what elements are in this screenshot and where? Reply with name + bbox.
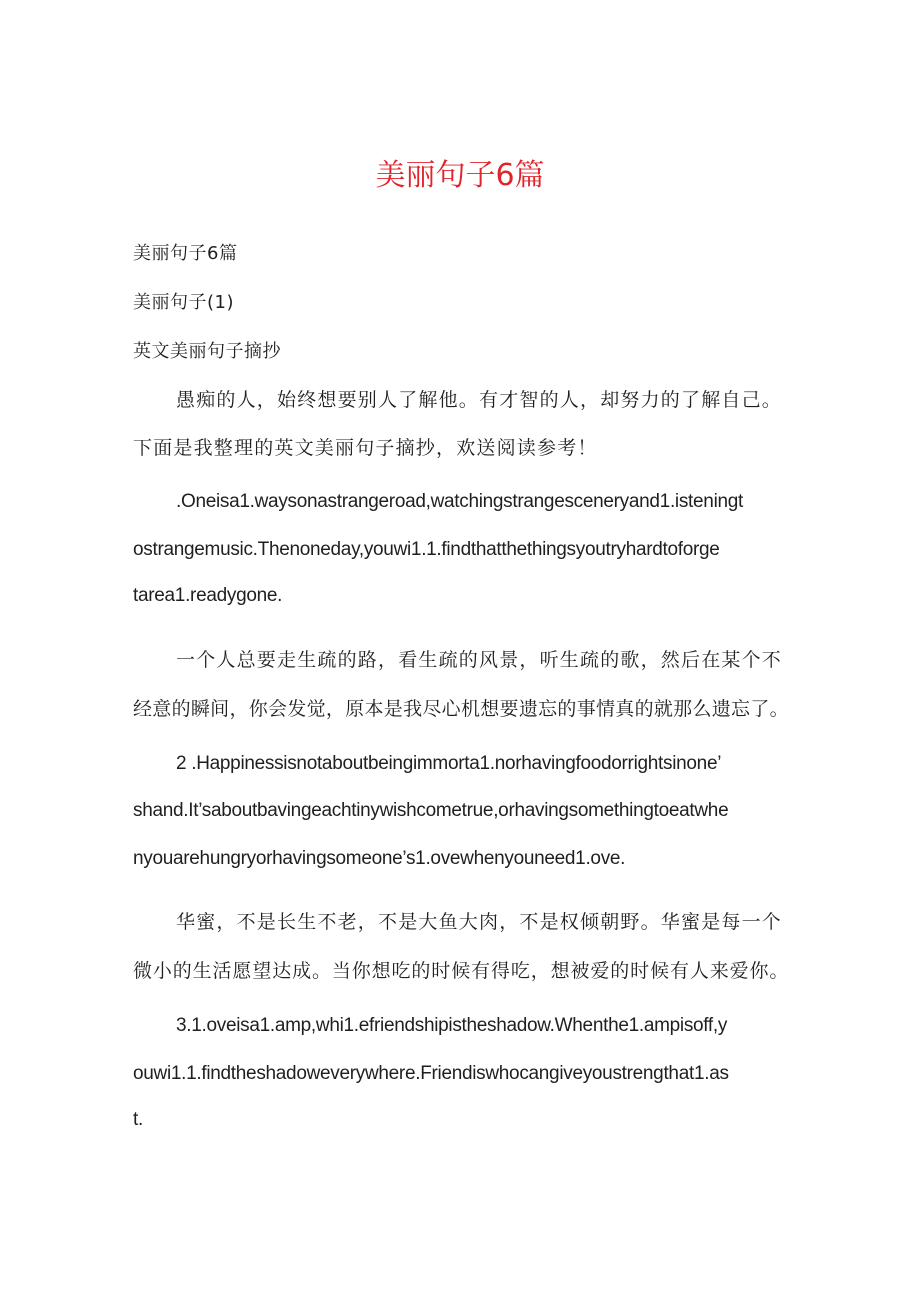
quote1-cn-line-1: 一个人总要走生疏的路，看生疏的风景，听生疏的歌，然后在某个不 (176, 649, 783, 671)
quote3-en-line-3: t. (133, 1109, 143, 1130)
quote2-en-line-3: nyouarehungryorhavingsomeone’s1.ovewhenyouneed1.ove. (133, 848, 626, 869)
quote1-cn-line-2: 经意的瞬间，你会发觉，原本是我尽心机想要遗忘的事情真的就那么遗忘了。 (133, 698, 789, 720)
quote2-en-line-2: shand.It’saboutbavingeachtinywishcometrue,orhavingsomethingtoeatwhe (133, 800, 729, 821)
quote2-cn-line-1: 华蜜，不是长生不老，不是大鱼大肉，不是权倾朝野。华蜜是每一个 (176, 911, 783, 933)
intro-line-2: 下面是我整理的英文美丽句子摘抄，欢送阅读参考！ (133, 437, 598, 459)
subtitle: 美丽句子6篇 (133, 243, 238, 264)
quote2-cn-line-2: 微小的生活愿望达成。当你想吃的时候有得吃，想被爱的时候有人来爱你。 (133, 960, 790, 982)
quote2-en-line-1: 2 .Happinessisnotaboutbeingimmorta1.norhavingfoodorrightsinone’ (176, 753, 722, 774)
quote1-en-line-1: .Oneisa1.waysonastrangeroad,watchingstrangesceneryand1.isteningt (176, 491, 743, 512)
topic-heading: 英文美丽句子摘抄 (133, 341, 281, 362)
quote3-en-line-2: ouwi1.1.findtheshadoweverywhere.Friendiswhocangiveyoustrengthat1.as (133, 1063, 729, 1084)
quote1-en-line-2: ostrangemusic.Thenoneday,youwi1.1.findthatthethingsyoutryhardtoforge (133, 539, 720, 560)
section-heading: 美丽句子(1) (133, 292, 234, 313)
intro-line-1: 愚痴的人，始终想要别人了解他。有才智的人，却努力的了解自己。 (176, 389, 783, 411)
quote3-en-line-1: 3.1.oveisa1.amp,whi1.efriendshipistheshadow.Whenthe1.ampisoff,y (176, 1015, 728, 1036)
document-title: 美丽句子6篇 (375, 158, 545, 193)
quote1-en-line-3: tarea1.readygone. (133, 585, 283, 606)
